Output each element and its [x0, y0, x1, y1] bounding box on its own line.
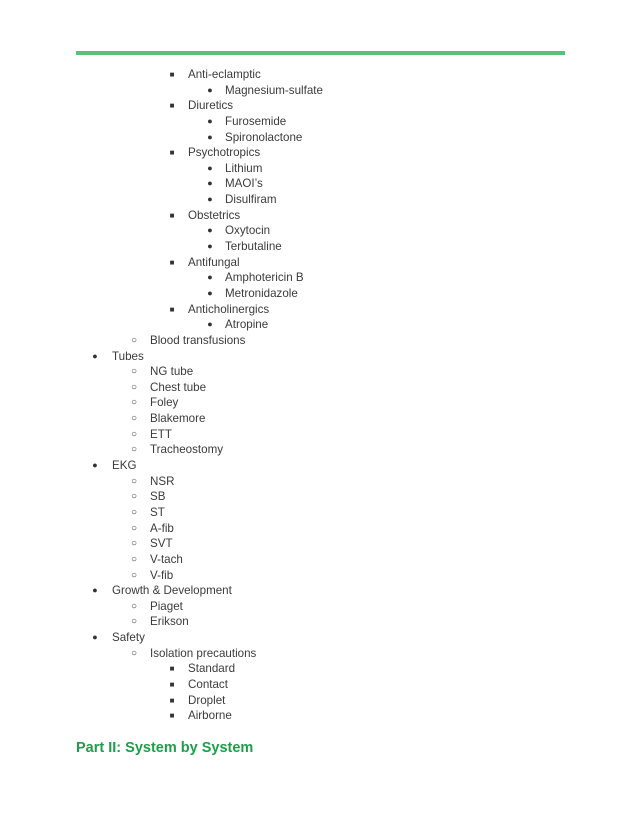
outline-item-text: Atropine	[225, 318, 269, 332]
outline-item	[0, 489, 638, 505]
filled-circle-bullet-icon: ●	[207, 84, 213, 95]
outline-item	[0, 67, 638, 83]
square-bullet-icon: ■	[169, 304, 175, 314]
outline-item	[0, 130, 638, 146]
outline-item-text: Diuretics	[188, 99, 234, 113]
square-bullet-icon: ■	[169, 257, 175, 267]
outline-item	[0, 677, 638, 693]
outline-item-text: ST	[150, 505, 165, 519]
filled-circle-bullet-icon: ●	[92, 460, 98, 471]
outline-item	[0, 333, 638, 349]
outline-item-text: Anticholinergics	[188, 302, 270, 316]
hollow-circle-bullet-icon: ○	[130, 522, 138, 534]
outline-item-text: Contact	[188, 677, 228, 691]
outline-item	[0, 552, 638, 568]
hollow-circle-bullet-icon: ○	[130, 397, 138, 409]
outline-item-text: Antifungal	[188, 255, 240, 269]
outline-item	[0, 208, 638, 224]
outline-item-text: Anti-eclamptic	[188, 68, 261, 81]
section-heading: Part II: System by System	[76, 740, 254, 756]
filled-circle-bullet-icon: ●	[92, 350, 98, 361]
outline-item-text: SB	[150, 490, 166, 504]
outline-item-text: Safety	[112, 631, 145, 645]
square-bullet-icon: ■	[169, 101, 175, 111]
filled-circle-bullet-icon: ●	[207, 272, 213, 283]
outline-item	[0, 395, 638, 411]
filled-circle-bullet-icon: ●	[207, 241, 213, 252]
outline-item	[0, 568, 638, 584]
hollow-circle-bullet-icon: ○	[130, 475, 138, 487]
outline-item-text: Chest tube	[150, 380, 207, 394]
outline-item	[0, 83, 638, 99]
hollow-circle-bullet-icon: ○	[130, 569, 138, 581]
outline-item	[0, 411, 638, 427]
outline-item	[0, 583, 638, 599]
filled-circle-bullet-icon: ●	[92, 632, 98, 643]
outline-item-text: MAOI’s	[225, 177, 263, 191]
outline-item	[0, 708, 638, 724]
outline-item	[0, 255, 638, 271]
square-bullet-icon: ■	[169, 695, 175, 705]
outline-item	[0, 693, 638, 709]
outline-item	[0, 192, 638, 208]
outline-item-text: Standard	[188, 662, 236, 676]
filled-circle-bullet-icon: ●	[207, 319, 213, 330]
outline-item	[0, 599, 638, 615]
outline-item-text: V-fib	[150, 568, 174, 582]
outline-item-text: Furosemide	[225, 114, 287, 128]
square-bullet-icon: ■	[169, 148, 175, 158]
outline-item-text: Isolation precautions	[150, 646, 257, 660]
outline-item	[0, 505, 638, 521]
outline-item-text: A-fib	[150, 521, 174, 535]
outline-item	[0, 286, 638, 302]
square-bullet-icon: ■	[169, 70, 175, 79]
filled-circle-bullet-icon: ●	[207, 162, 213, 173]
outline-item-text: Magnesium-sulfate	[225, 83, 323, 97]
filled-circle-bullet-icon: ●	[207, 131, 213, 142]
outline-item-text: Erikson	[150, 615, 189, 629]
outline-item	[0, 223, 638, 239]
hollow-circle-bullet-icon: ○	[130, 381, 138, 393]
outline-item-text: NG tube	[150, 365, 194, 379]
filled-circle-bullet-icon: ●	[207, 225, 213, 236]
outline-item-text: SVT	[150, 537, 173, 551]
outline-item-text: EKG	[112, 459, 137, 473]
outline-item	[0, 161, 638, 177]
outline-item-text: ETT	[150, 427, 172, 441]
outline-item	[0, 614, 638, 630]
outline-item	[0, 661, 638, 677]
outline-item-text: Blakemore	[150, 412, 206, 426]
outline-item-text: Tubes	[112, 349, 144, 363]
outline-item-text: Terbutaline	[225, 240, 282, 254]
outline-item	[0, 239, 638, 255]
outline-item	[0, 458, 638, 474]
outline-item-text: Oxytocin	[225, 224, 271, 238]
square-bullet-icon: ■	[169, 210, 175, 220]
outline-item	[0, 427, 638, 443]
outline-item	[0, 646, 638, 662]
hollow-circle-bullet-icon: ○	[130, 444, 138, 456]
hollow-circle-bullet-icon: ○	[130, 647, 138, 659]
hollow-circle-bullet-icon: ○	[130, 366, 138, 378]
outline-item	[0, 270, 638, 286]
outline-item-text: Metronidazole	[225, 286, 298, 300]
outline-item	[0, 98, 638, 114]
outline-item-text: Droplet	[188, 693, 226, 707]
outline-item	[0, 349, 638, 365]
bulleted-outline	[0, 67, 638, 724]
hollow-circle-bullet-icon: ○	[130, 334, 138, 346]
outline-item-text: Disulfiram	[225, 193, 277, 207]
filled-circle-bullet-icon: ●	[207, 287, 213, 298]
hollow-circle-bullet-icon: ○	[130, 538, 138, 550]
hollow-circle-bullet-icon: ○	[130, 491, 138, 503]
outline-item-text: Foley	[150, 396, 179, 410]
outline-item-text: Amphotericin B	[225, 271, 304, 285]
outline-item-text: Piaget	[150, 599, 183, 613]
outline-item	[0, 364, 638, 380]
outline-item	[0, 536, 638, 552]
outline-item	[0, 317, 638, 333]
filled-circle-bullet-icon: ●	[207, 115, 213, 126]
outline-item	[0, 380, 638, 396]
outline-item-text: V-tach	[150, 552, 183, 566]
outline-item-text: Growth & Development	[112, 584, 232, 598]
outline-item	[0, 302, 638, 318]
square-bullet-icon: ■	[169, 711, 175, 721]
outline-item-text: Spironolactone	[225, 130, 303, 144]
outline-item-text: Lithium	[225, 161, 263, 175]
header-divider-rule	[76, 51, 565, 55]
hollow-circle-bullet-icon: ○	[130, 616, 138, 628]
filled-circle-bullet-icon: ●	[207, 194, 213, 205]
filled-circle-bullet-icon: ●	[207, 178, 213, 189]
outline-item	[0, 474, 638, 490]
outline-item-text: Obstetrics	[188, 208, 241, 222]
outline-item-text: Tracheostomy	[150, 443, 224, 457]
outline-item-text: Psychotropics	[188, 146, 261, 160]
outline-item	[0, 145, 638, 161]
hollow-circle-bullet-icon: ○	[130, 506, 138, 518]
hollow-circle-bullet-icon: ○	[130, 553, 138, 565]
outline-item	[0, 114, 638, 130]
hollow-circle-bullet-icon: ○	[130, 413, 138, 425]
square-bullet-icon: ■	[169, 664, 175, 674]
square-bullet-icon: ■	[169, 679, 175, 689]
hollow-circle-bullet-icon: ○	[130, 600, 138, 612]
outline-item	[0, 442, 638, 458]
filled-circle-bullet-icon: ●	[92, 585, 98, 596]
outline-item-text: NSR	[150, 474, 175, 488]
hollow-circle-bullet-icon: ○	[130, 428, 138, 440]
outline-item	[0, 630, 638, 646]
outline-item-text: Airborne	[188, 709, 232, 723]
outline-item	[0, 521, 638, 537]
outline-item	[0, 176, 638, 192]
outline-item-text: Blood transfusions	[150, 333, 246, 347]
